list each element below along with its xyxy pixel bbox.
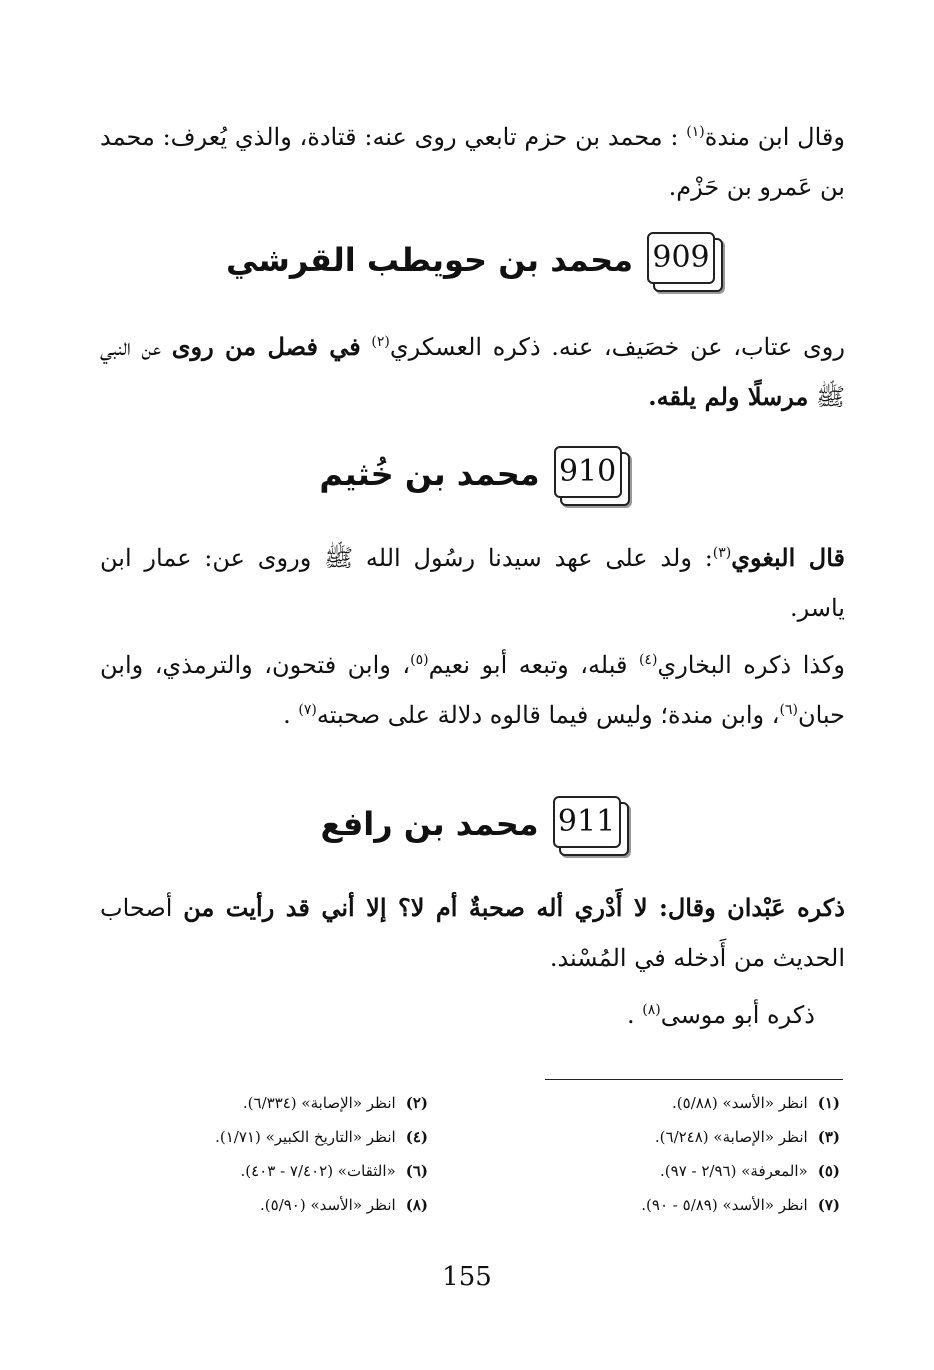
text-span: أصحاب الحديث من أَدخله في المُسْند. bbox=[100, 894, 845, 972]
footnote-ref: (٢) bbox=[371, 334, 390, 350]
intro-paragraph bbox=[100, 112, 845, 212]
text-span: ذكره أبو موسى bbox=[660, 1001, 815, 1029]
footnotes-right-column bbox=[520, 1086, 840, 1222]
text-span: عن النبي ﷺ bbox=[100, 333, 845, 411]
footnote-ref: (٧) bbox=[298, 702, 317, 718]
text-span: ، وابن فتحون، والترمذي، وابن حبان bbox=[100, 651, 845, 729]
entry-number-box bbox=[647, 232, 719, 288]
text-span: : محمد بن حزم تابعي روى عنه: قتادة، والذي يُعرف: محمد بن عَمرو بن حَزْم. bbox=[100, 123, 845, 201]
entry-heading-910 bbox=[100, 446, 845, 502]
entry-909-paragraph bbox=[100, 322, 845, 422]
footnote-number: (٤) bbox=[405, 1128, 428, 1146]
footnote-text: انظر «التاريخ الكبير» (١/٧١). bbox=[215, 1128, 396, 1146]
page-number: 155 bbox=[442, 1262, 492, 1292]
footnote-item bbox=[100, 1086, 428, 1120]
entry-number-box bbox=[553, 796, 625, 852]
entry-number: 910 bbox=[554, 446, 622, 498]
entry-title: محمد بن رافع bbox=[320, 805, 539, 843]
footnotes-left-column bbox=[100, 1086, 428, 1222]
entry-911-paragraph-2 bbox=[100, 990, 845, 1040]
footnote-item bbox=[100, 1188, 428, 1222]
footnote-number: (١) bbox=[817, 1094, 840, 1112]
text-span: : ولد على عهد سيدنا رسُول الله ﷺ وروى عن: عمار ابن ياسر. bbox=[100, 544, 845, 622]
entry-911-paragraph-1 bbox=[100, 883, 845, 983]
text-span: روى عتاب، عن خصَيف، عنه. ذكره العسكري bbox=[389, 333, 845, 361]
bold-text: قال البغوي bbox=[731, 543, 845, 572]
footnote-item bbox=[520, 1154, 840, 1188]
footnote-item bbox=[520, 1086, 840, 1120]
footnote-number: (٣) bbox=[817, 1128, 840, 1146]
bold-text: ذكره عَبْدان وقال: لا أَدْري أله صحبةٌ أم لا؟ إلا أني قد رأيت من bbox=[183, 893, 845, 922]
footnote-ref: (٣) bbox=[712, 545, 732, 561]
text-span: ، وابن مندة؛ وليس فيما قالوه دلالة على صحبته bbox=[316, 701, 780, 729]
entry-number: 909 bbox=[647, 232, 715, 284]
footnote-item bbox=[100, 1154, 428, 1188]
footnote-item bbox=[520, 1188, 840, 1222]
footnote-ref: (٥) bbox=[410, 652, 429, 668]
footnote-text: انظر «الأسد» (٥/٨٨). bbox=[672, 1094, 808, 1112]
text-span: قبله، وتبعه أبو نعيم bbox=[428, 651, 639, 679]
footnote-text: انظر «الإصابة» (٦/٢٤٨). bbox=[654, 1128, 808, 1146]
text-span: . bbox=[626, 1001, 635, 1029]
entry-number: 911 bbox=[553, 796, 621, 848]
entry-heading-911 bbox=[100, 796, 845, 852]
footnote-ref: (٨) bbox=[642, 1002, 661, 1018]
footnote-ref: (١) bbox=[686, 124, 705, 140]
entry-910-paragraph-1 bbox=[100, 533, 845, 633]
footnote-text: «الثقات» (٧/٤٠٢ - ٤٠٣). bbox=[240, 1162, 396, 1180]
text-span: وقال ابن مندة bbox=[704, 123, 845, 151]
footnote-separator bbox=[545, 1079, 843, 1080]
bold-text: مرسلًا ولم يلقه. bbox=[648, 382, 809, 411]
footnote-text: انظر «الأسد» (٥/٨٩ - ٩٠). bbox=[641, 1196, 808, 1214]
bold-text: في فصل من روى bbox=[171, 332, 361, 361]
entry-title: محمد بن خُثيم bbox=[319, 455, 540, 493]
footnote-number: (٥) bbox=[817, 1162, 840, 1180]
footnote-ref: (٤) bbox=[638, 652, 658, 668]
footnote-number: (٨) bbox=[405, 1196, 428, 1214]
footnote-number: (٦) bbox=[405, 1162, 428, 1180]
footnote-ref: (٦) bbox=[779, 702, 798, 718]
entry-number-box bbox=[554, 446, 626, 502]
entry-title: محمد بن حويطب القرشي bbox=[226, 241, 633, 279]
footnote-number: (٧) bbox=[817, 1196, 840, 1214]
footnote-text: انظر «الإصابة» (٦/٣٣٤). bbox=[242, 1094, 396, 1112]
footnote-text: انظر «الأسد» (٥/٩٠). bbox=[260, 1196, 396, 1214]
text-span: وكذا ذكره البخاري bbox=[657, 651, 845, 679]
footnote-text: «المعرفة» (٢/٩٦ - ٩٧). bbox=[660, 1162, 808, 1180]
footnote-item bbox=[100, 1120, 428, 1154]
text-span: . bbox=[283, 701, 291, 729]
entry-910-paragraph-2 bbox=[100, 640, 845, 740]
entry-heading-909 bbox=[100, 232, 845, 288]
footnote-number: (٢) bbox=[405, 1094, 428, 1112]
footnote-item bbox=[520, 1120, 840, 1154]
